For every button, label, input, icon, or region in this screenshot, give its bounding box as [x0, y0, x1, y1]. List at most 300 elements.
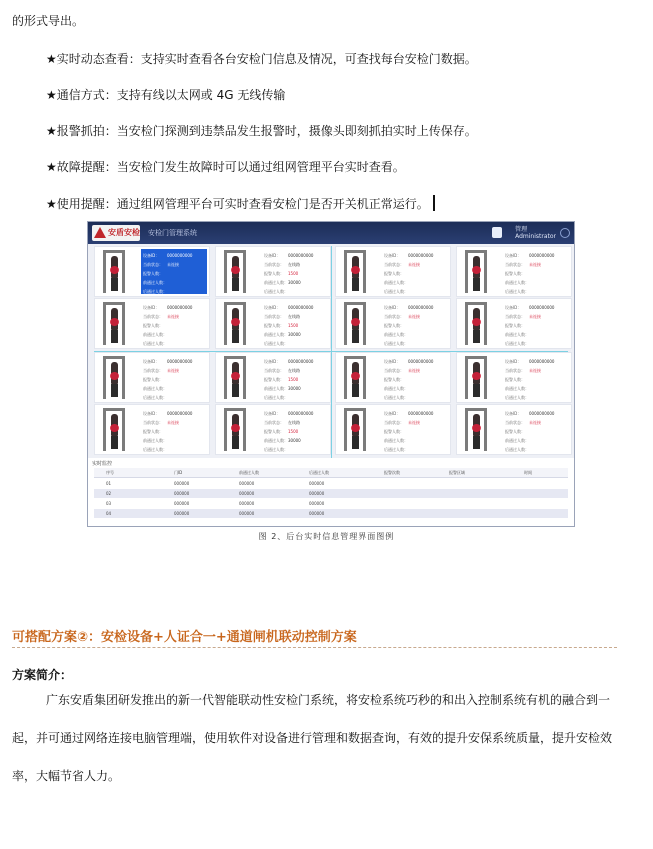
table-header-cell: 后通过人数	[309, 470, 329, 475]
device-info-value: 0000000000	[529, 305, 555, 310]
table-header-cell: 报警区域	[449, 470, 465, 475]
device-info-label: 设备ID：	[384, 411, 401, 416]
device-info-label: 后通过人数：	[264, 395, 288, 400]
device-info-row	[264, 411, 313, 416]
device-info-value: 30000	[288, 438, 301, 443]
device-info	[141, 407, 207, 452]
table-cell: 000000	[309, 481, 325, 486]
device-info-value: 未连接	[408, 368, 420, 373]
section-title: 可搭配方案②：安检设备+人证合一+通道闸机联动控制方案	[12, 630, 357, 645]
device-card[interactable]	[335, 404, 451, 455]
device-info	[141, 301, 207, 346]
device-card[interactable]	[456, 352, 572, 403]
device-info-label: 后通过人数：	[384, 341, 408, 346]
device-info-row	[384, 420, 420, 425]
device-card[interactable]	[215, 352, 331, 403]
device-info-label: 报警人数：	[143, 271, 163, 276]
device-info-label: 当前状态：	[143, 314, 163, 319]
intro-label: 方案简介：	[12, 668, 73, 682]
security-gate-image	[224, 408, 246, 451]
security-gate-image	[103, 408, 125, 451]
security-gate-image	[465, 250, 487, 293]
device-info-row	[143, 341, 167, 346]
device-info-row	[143, 332, 167, 337]
device-info-row	[505, 368, 541, 373]
device-info-value: 在线路	[288, 314, 300, 319]
table-cell: 01	[106, 481, 112, 486]
realtime-monitor-panel	[88, 458, 574, 526]
device-info-row	[264, 447, 288, 452]
device-info-value: 未连接	[529, 420, 541, 425]
security-gate-image	[224, 356, 246, 399]
device-info-label: 前通过人数：	[505, 386, 529, 391]
device-info-row	[264, 368, 300, 373]
device-info-value: 在线路	[288, 368, 300, 373]
device-info-label: 后通过人数：	[505, 447, 529, 452]
device-info-label: 设备ID：	[384, 305, 401, 310]
user-icon	[492, 227, 502, 238]
device-info-value: 30000	[288, 280, 301, 285]
device-info-label: 前通过人数：	[143, 386, 167, 391]
device-info-label: 前通过人数：	[384, 386, 408, 391]
device-info-label: 设备ID：	[264, 411, 281, 416]
device-info-row	[143, 395, 167, 400]
table-cell: 000000	[309, 501, 325, 506]
device-info-row	[143, 447, 167, 452]
device-info-label: 当前状态：	[505, 420, 525, 425]
device-info-row	[143, 305, 192, 310]
device-info-value: 30000	[288, 332, 301, 337]
device-info-label: 当前状态：	[143, 368, 163, 373]
device-info-label: 前通过人数：	[264, 386, 288, 391]
device-info-label: 当前状态：	[384, 420, 404, 425]
device-info-row	[505, 386, 529, 391]
management-screenshot-figure	[87, 221, 575, 527]
device-info	[382, 249, 448, 294]
device-info-label: 后通过人数：	[505, 341, 529, 346]
device-info-label: 设备ID：	[505, 253, 522, 258]
device-info-value: 1500	[288, 377, 299, 382]
table-cell: 000000	[309, 511, 325, 516]
device-info-row	[264, 314, 300, 319]
device-info-value: 0000000000	[167, 359, 193, 364]
device-info-label: 报警人数：	[505, 377, 525, 382]
device-info-row	[143, 262, 179, 267]
device-info-label: 设备ID：	[505, 359, 522, 364]
device-info-row	[264, 359, 313, 364]
device-card[interactable]	[335, 246, 451, 297]
device-info-label: 后通过人数：	[143, 395, 167, 400]
device-info-value: 1500	[288, 323, 299, 328]
top-fragment: 的形式导出。	[12, 14, 85, 28]
device-info-label: 前通过人数：	[384, 280, 408, 285]
device-info-label: 前通过人数：	[505, 332, 529, 337]
device-info-value: 1500	[288, 271, 299, 276]
device-info-row	[505, 420, 541, 425]
device-info-label: 前通过人数：	[143, 332, 167, 337]
device-info-label: 前通过人数：	[264, 280, 288, 285]
device-info-row	[384, 262, 420, 267]
table-row[interactable]	[94, 499, 568, 508]
device-info-label: 后通过人数：	[264, 289, 288, 294]
device-info-value: 未连接	[167, 420, 179, 425]
device-info-label: 当前状态：	[143, 262, 163, 267]
table-cell: 000000	[239, 501, 255, 506]
device-info-row	[143, 280, 167, 285]
device-info-value: 未连接	[529, 368, 541, 373]
device-info	[503, 249, 569, 294]
device-info-row	[143, 253, 192, 258]
device-card[interactable]	[215, 298, 331, 349]
device-info-value: 1500	[288, 429, 299, 434]
device-info-row	[505, 289, 529, 294]
device-card[interactable]	[456, 298, 572, 349]
figure-logo	[92, 225, 140, 241]
device-info-label: 当前状态：	[505, 368, 525, 373]
device-info-row	[143, 359, 192, 364]
security-gate-image	[224, 250, 246, 293]
device-info-row	[384, 314, 420, 319]
table-cell: 000000	[174, 491, 190, 496]
paragraph-line-2: 起，并可通过网络连接电脑管理端，使用软件对设备进行管理和数据查询，有效的提升安保系统质量，提升安检效	[12, 731, 613, 745]
device-info-row	[143, 377, 167, 382]
device-info-value: 0000000000	[408, 359, 434, 364]
device-info-label: 前通过人数：	[143, 438, 167, 443]
security-gate-image	[103, 356, 125, 399]
device-card[interactable]	[456, 246, 572, 297]
device-info-label: 当前状态：	[264, 368, 284, 373]
device-info-label: 当前状态：	[505, 314, 525, 319]
device-info-value: 0000000000	[288, 305, 314, 310]
paragraph-line-3: 率，大幅节省人力。	[12, 769, 121, 783]
device-info-value: 0000000000	[167, 411, 193, 416]
device-info-label: 报警人数：	[505, 323, 525, 328]
device-info-label: 前通过人数：	[264, 332, 288, 337]
device-info-label: 前通过人数：	[143, 280, 167, 285]
security-gate-image	[344, 356, 366, 399]
device-info-row	[505, 447, 529, 452]
device-info-label: 前通过人数：	[505, 280, 529, 285]
device-info-row	[264, 262, 300, 267]
table-cell: 000000	[239, 491, 255, 496]
device-card[interactable]	[215, 404, 331, 455]
device-info-row	[384, 429, 408, 434]
device-card[interactable]	[456, 404, 572, 455]
device-info-label: 报警人数：	[384, 377, 404, 382]
device-info-value: 在线路	[288, 262, 300, 267]
device-info-label: 后通过人数：	[384, 289, 408, 294]
device-info-row	[384, 323, 408, 328]
device-info-label: 报警人数：	[384, 429, 404, 434]
table-header-cell: 时间	[524, 470, 532, 475]
device-info	[262, 301, 328, 346]
logo-mark-icon	[94, 227, 106, 238]
user-label	[515, 226, 556, 240]
device-info-row	[264, 305, 313, 310]
device-card[interactable]	[94, 404, 210, 455]
device-info-label: 设备ID：	[264, 305, 281, 310]
device-info-row	[384, 447, 408, 452]
bullet-usage-alert-line	[46, 195, 435, 212]
table-header-cell: 序号	[106, 470, 114, 475]
device-info-label: 设备ID：	[384, 359, 401, 364]
device-info-row	[264, 332, 301, 337]
device-info-row	[505, 429, 529, 434]
device-info	[141, 249, 207, 294]
device-info-row	[143, 289, 167, 294]
device-info-row	[264, 420, 300, 425]
logo-text: 安盾安检	[108, 228, 140, 237]
device-info-label: 当前状态：	[384, 368, 404, 373]
device-info-row	[264, 280, 301, 285]
monitor-title: 实时监控	[92, 461, 113, 467]
table-row[interactable]	[94, 489, 568, 498]
table-header-cell: 门ID	[174, 470, 183, 475]
device-info-label: 后通过人数：	[384, 395, 408, 400]
device-info-value: 未连接	[408, 314, 420, 319]
table-cell: 000000	[174, 481, 190, 486]
security-gate-image	[465, 302, 487, 345]
device-info-label: 设备ID：	[384, 253, 401, 258]
device-info-value: 在线路	[288, 420, 300, 425]
device-info-row	[505, 271, 529, 276]
system-title: 安检门管理系统	[148, 229, 197, 237]
device-info	[503, 355, 569, 400]
device-info-value: 未连接	[167, 314, 179, 319]
device-info-label: 报警人数：	[505, 271, 525, 276]
device-info-label: 设备ID：	[143, 253, 160, 258]
device-info-value: 未连接	[167, 262, 179, 267]
device-info	[262, 249, 328, 294]
device-info-row	[143, 314, 179, 319]
device-info-row	[384, 438, 408, 443]
device-info-label: 后通过人数：	[505, 395, 529, 400]
device-info-row	[264, 323, 298, 328]
device-info-label: 报警人数：	[143, 429, 163, 434]
device-info-value: 0000000000	[288, 411, 314, 416]
device-info-row	[264, 253, 313, 258]
device-info-value: 0000000000	[529, 359, 555, 364]
device-info-row	[264, 386, 301, 391]
table-cell: 02	[106, 491, 112, 496]
table-row[interactable]	[94, 509, 568, 518]
security-gate-image	[344, 250, 366, 293]
device-info-row	[384, 289, 408, 294]
device-info-row	[505, 411, 554, 416]
table-cell: 04	[106, 511, 112, 516]
device-info-value: 未连接	[408, 262, 420, 267]
device-info-label: 当前状态：	[143, 420, 163, 425]
security-gate-image	[103, 250, 125, 293]
device-info-row	[505, 395, 529, 400]
device-info-label: 设备ID：	[505, 305, 522, 310]
device-info-label: 前通过人数：	[264, 438, 288, 443]
device-info-row	[384, 332, 408, 337]
table-cell: 03	[106, 501, 112, 506]
figure-caption: 图 2、后台实时信息管理界面图例	[258, 532, 395, 541]
table-cell: 000000	[174, 501, 190, 506]
device-info-label: 设备ID：	[264, 253, 281, 258]
device-info-row	[384, 411, 433, 416]
device-info-label: 报警人数：	[384, 271, 404, 276]
device-info	[382, 301, 448, 346]
device-info-label: 后通过人数：	[143, 341, 167, 346]
bullet-fault-alert: ★故障提醒：当安检门发生故障时可以通过组网管理平台实时查看。	[46, 160, 405, 174]
text-cursor	[433, 195, 435, 211]
section-divider	[12, 647, 617, 648]
device-info-row	[143, 429, 167, 434]
device-info-row	[384, 253, 433, 258]
device-info-label: 当前状态：	[264, 262, 284, 267]
device-info-label: 前通过人数：	[384, 438, 408, 443]
device-info-row	[384, 395, 408, 400]
device-info-row	[505, 305, 554, 310]
device-info-row	[264, 271, 298, 276]
device-info	[382, 407, 448, 452]
device-info-value: 0000000000	[167, 305, 193, 310]
device-info-row	[143, 368, 179, 373]
bullet-usage-alert: ★使用提醒：通过组网管理平台可实时查看安检门是否开关机正常运行。	[46, 197, 429, 211]
device-info	[503, 301, 569, 346]
device-info-label: 设备ID：	[143, 305, 160, 310]
device-info-label: 当前状态：	[264, 420, 284, 425]
device-info-label: 前通过人数：	[384, 332, 408, 337]
device-info-label: 报警人数：	[264, 271, 284, 276]
figure-header-bar	[88, 222, 574, 244]
device-info-row	[505, 253, 554, 258]
monitor-table-header	[94, 468, 568, 478]
security-gate-image	[224, 302, 246, 345]
device-info-label: 报警人数：	[143, 323, 163, 328]
device-info-row	[264, 341, 288, 346]
close-icon	[560, 228, 570, 238]
table-cell: 000000	[309, 491, 325, 496]
device-info-row	[505, 314, 541, 319]
device-info	[262, 407, 328, 452]
device-info	[382, 355, 448, 400]
device-info-row	[264, 377, 298, 382]
device-info-label: 后通过人数：	[143, 289, 167, 294]
table-cell: 000000	[174, 511, 190, 516]
device-info-row	[264, 395, 288, 400]
device-card[interactable]	[94, 246, 210, 297]
device-info-row	[143, 411, 192, 416]
device-info-row	[264, 289, 288, 294]
security-gate-image	[344, 408, 366, 451]
device-info-value: 0000000000	[288, 253, 314, 258]
device-info-label: 当前状态：	[384, 314, 404, 319]
device-info-row	[143, 271, 167, 276]
device-info-value: 0000000000	[408, 411, 434, 416]
device-info-value: 0000000000	[408, 305, 434, 310]
security-gate-image	[465, 408, 487, 451]
device-info-value: 0000000000	[529, 411, 555, 416]
device-info-row	[505, 280, 529, 285]
device-info-value: 30000	[288, 386, 301, 391]
bullet-realtime: ★实时动态查看：支持实时查看各台安检门信息及情况，可查找每台安检门数据。	[46, 52, 477, 66]
device-info-row	[143, 420, 179, 425]
device-info-row	[505, 262, 541, 267]
grid-divider-horizontal	[94, 351, 568, 352]
device-info-row	[505, 438, 529, 443]
bullet-alarm-capture: ★报警抓拍：当安检门探测到违禁品发生报警时，摄像头即刻抓拍实时上传保存。	[46, 124, 477, 138]
device-info-label: 当前状态：	[505, 262, 525, 267]
device-info-label: 后通过人数：	[264, 341, 288, 346]
table-header-cell: 报警次数	[384, 470, 400, 475]
device-info	[141, 355, 207, 400]
device-info-row	[384, 377, 408, 382]
device-info-row	[384, 386, 408, 391]
device-info-value: 未连接	[408, 420, 420, 425]
device-info-label: 后通过人数：	[384, 447, 408, 452]
device-info-row	[384, 359, 433, 364]
device-info-value: 未连接	[529, 262, 541, 267]
device-info-row	[384, 305, 433, 310]
device-info-label: 后通过人数：	[505, 289, 529, 294]
security-gate-image	[103, 302, 125, 345]
device-info-label: 前通过人数：	[505, 438, 529, 443]
device-info-row	[384, 280, 408, 285]
device-info-row	[143, 323, 167, 328]
table-header-cell: 前通过人数	[239, 470, 259, 475]
device-info	[262, 355, 328, 400]
device-card[interactable]	[335, 298, 451, 349]
device-card[interactable]	[335, 352, 451, 403]
table-cell: 000000	[239, 511, 255, 516]
device-info-row	[143, 386, 167, 391]
device-info-label: 后通过人数：	[143, 447, 167, 452]
device-info-label: 设备ID：	[264, 359, 281, 364]
device-info-row	[384, 341, 408, 346]
device-info-label: 报警人数：	[384, 323, 404, 328]
security-gate-image	[465, 356, 487, 399]
device-info-label: 当前状态：	[384, 262, 404, 267]
device-info-label: 当前状态：	[264, 314, 284, 319]
device-info	[503, 407, 569, 452]
device-info-value: 0000000000	[288, 359, 314, 364]
device-info-value: 未连接	[529, 314, 541, 319]
device-info-row	[264, 438, 301, 443]
device-card[interactable]	[94, 298, 210, 349]
device-info-value: 0000000000	[408, 253, 434, 258]
device-info-row	[505, 332, 529, 337]
device-info-row	[264, 429, 298, 434]
device-info-row	[143, 438, 167, 443]
device-card[interactable]	[215, 246, 331, 297]
device-info-label: 报警人数：	[264, 429, 284, 434]
device-info-row	[505, 377, 529, 382]
device-info-value: 0000000000	[529, 253, 555, 258]
device-info-label: 报警人数：	[505, 429, 525, 434]
device-info-row	[505, 341, 529, 346]
paragraph-line-1: 广东安盾集团研发推出的新一代智能联动性安检门系统，将安检系统巧秒的和出入控制系统有机的融合到一	[46, 693, 611, 707]
device-info-row	[505, 323, 529, 328]
device-info-row	[505, 359, 554, 364]
user-role: 管理	[515, 226, 528, 233]
device-info-label: 报警人数：	[143, 377, 163, 382]
table-cell: 000000	[239, 481, 255, 486]
bullet-communication: ★通信方式：支持有线以太网或 4G 无线传输	[46, 88, 286, 102]
device-info-label: 设备ID：	[143, 359, 160, 364]
device-info-label: 设备ID：	[505, 411, 522, 416]
device-info-label: 报警人数：	[264, 377, 284, 382]
security-gate-image	[344, 302, 366, 345]
user-name: Administrator	[515, 233, 556, 240]
table-row[interactable]	[94, 479, 568, 488]
device-info-value: 未连接	[167, 368, 179, 373]
device-info-label: 后通过人数：	[264, 447, 288, 452]
device-card[interactable]	[94, 352, 210, 403]
